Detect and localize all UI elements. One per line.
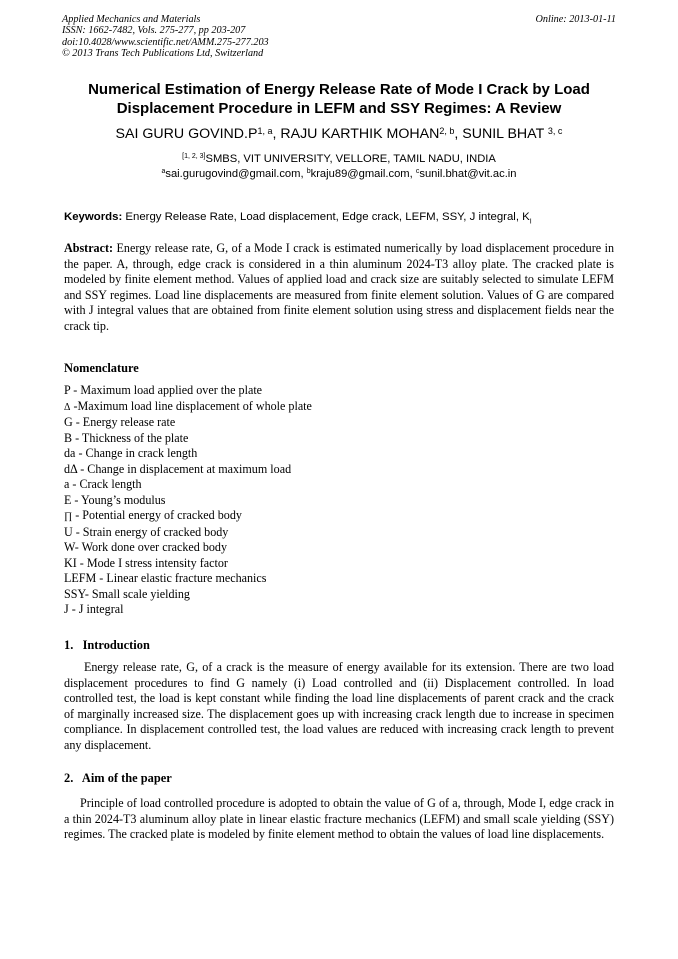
email-sup: c xyxy=(415,167,420,175)
nomenclature-item xyxy=(64,556,312,572)
nomenclature-desc: - Change in crack length xyxy=(75,446,198,460)
nomenclature-heading: Nomenclature xyxy=(64,361,139,375)
nomenclature-desc: - Mode I stress intensity factor xyxy=(76,555,228,570)
author-sep: , xyxy=(272,126,281,142)
keywords-label: Keywords: xyxy=(64,211,123,223)
abstract-label: Abstract: xyxy=(64,241,114,255)
nomenclature-item xyxy=(64,399,312,416)
nomenclature-desc: - Young’s modulus xyxy=(71,492,166,507)
nomenclature-desc: - Linear elastic fracture mechanics xyxy=(96,571,267,585)
nomenclature-item xyxy=(64,493,312,509)
nomenclature-symbol: E xyxy=(64,492,72,507)
author-name: SUNIL BHAT xyxy=(462,126,548,142)
nomenclature-symbol: dΔ xyxy=(64,461,78,476)
nomenclature-item xyxy=(64,462,312,478)
nomenclature-desc: - Energy release rate xyxy=(72,415,176,429)
nomenclature-desc: - Change in displacement at maximum load xyxy=(77,461,292,476)
nomenclature-symbol: W xyxy=(64,540,75,554)
title-line-2: Displacement Procedure in LEFM and SSY Regimes: A Review xyxy=(116,100,562,117)
email-link[interactable]: kraju89@gmail.com, xyxy=(310,167,416,180)
issn-line: ISSN: 1662-7482, Vols. 275-277, pp 203-207 xyxy=(62,25,246,37)
nomenclature-item xyxy=(64,602,312,618)
nomenclature-symbol: G xyxy=(64,415,73,429)
email-link[interactable]: sunil.bhat@vit.ac.in xyxy=(419,167,517,180)
section-heading-introduction: 1. Introduction xyxy=(64,638,150,652)
author-sup: 3, c xyxy=(547,126,563,136)
nomenclature-item xyxy=(64,587,312,603)
introduction-paragraph: Energy release rate, G, of a crack is the measure of energy available for its extension. There are two load displacement procedures to find G namely (i) Load controlled and (ii) Displacement controlled. In load controlled test, the load is kept constant while finding the load line displacements of parent crack and the crack of marginally increased size. The displacement goes up with increasing crack length due to increase in specimen compliance. In displacement controlled test, the load values are reduced with increasing crack length to prevent any displacement. xyxy=(64,660,614,752)
keywords-sub: I xyxy=(529,218,532,226)
nomenclature-item xyxy=(64,431,312,447)
copyright-line: © 2013 Trans Tech Publications Ltd, Switzerland xyxy=(62,48,264,60)
nomenclature-symbol: J xyxy=(64,602,69,616)
nomenclature-item xyxy=(64,508,312,525)
author-sup: 2, b xyxy=(439,126,455,136)
nomenclature-desc: - Small scale yielding xyxy=(84,586,190,601)
journal-info xyxy=(62,14,616,60)
nomenclature-item xyxy=(64,477,312,493)
section-heading-aim: 2. Aim of the paper xyxy=(64,771,172,785)
title-line-1: Numerical Estimation of Energy Release Rate of Mode I Crack by Load xyxy=(88,81,590,98)
author-name: SAI GURU GOVIND.P xyxy=(115,126,258,142)
nomenclature-item xyxy=(64,415,312,431)
nomenclature-symbol: U xyxy=(64,524,73,539)
keywords-text: Energy Release Rate, Load displacement, Edge crack, LEFM, SSY, J integral, K xyxy=(122,211,530,223)
nomenclature-symbol: KI xyxy=(64,555,77,570)
author-name: RAJU KARTHIK MOHAN xyxy=(280,126,440,142)
email-line xyxy=(20,167,658,182)
nomenclature-item xyxy=(64,383,312,399)
nomenclature-desc: - Maximum load applied over the plate xyxy=(70,383,263,397)
email-link[interactable]: sai.gurugovind@gmail.com, xyxy=(165,167,307,180)
nomenclature-desc: - Potential energy of cracked body xyxy=(72,508,242,522)
nomenclature-symbol: Δ xyxy=(64,401,71,413)
email-sup: b xyxy=(306,167,311,175)
author-sup: 1, a xyxy=(257,126,273,136)
affiliation-line xyxy=(20,152,658,167)
affiliation-block xyxy=(20,152,658,181)
nomenclature-desc: -Maximum load line displacement of whole plate xyxy=(70,398,312,413)
nomenclature-desc: - J integral xyxy=(68,602,124,616)
abstract-text: Energy release rate, G, of a Mode I crack is estimated numerically by load displacement procedure in the paper. A, through, edge crack is considered in a thin aluminum 2024-T3 alloy plate. The cracked plate is modeled by finite element method. Values of applied load and crack size are suitably selected to simulate LEFM and SSY regimes. Load line displacements are measured from finite element solution. Values of G are compared with J integral values that are obtained from finite element solution using stress and displacement fields near the crack tip. xyxy=(64,241,614,333)
keywords xyxy=(64,210,638,229)
nomenclature-desc: - Thickness of the plate xyxy=(72,430,189,445)
online-date: Online: 2013-01-11 xyxy=(535,14,616,25)
page-header xyxy=(62,14,616,60)
doi-line: doi:10.4028/www.scientific.net/AMM.275-277.203 xyxy=(62,36,269,48)
journal-name: Applied Mechanics and Materials xyxy=(62,14,201,25)
nomenclature-symbol: ∏ xyxy=(64,511,73,522)
nomenclature-symbol: SSY xyxy=(64,586,85,601)
email-sup: a xyxy=(161,167,166,175)
nomenclature-symbol: LEFM xyxy=(64,571,97,585)
nomenclature-item xyxy=(64,446,312,462)
nomenclature-item xyxy=(64,525,312,541)
nomenclature-desc: - Crack length xyxy=(69,477,142,491)
nomenclature-item xyxy=(64,540,312,556)
nomenclature-symbol: a xyxy=(64,477,70,491)
nomenclature-symbol: B xyxy=(64,430,73,445)
affiliation-sup: [1, 2, 3] xyxy=(182,153,206,160)
nomenclature-desc: - Strain energy of cracked body xyxy=(72,524,229,539)
abstract xyxy=(64,241,614,335)
aim-paragraph: Principle of load controlled procedure is adopted to obtain the value of G of a, through, Mode I, edge crack in a thin 2024-T3 aluminum alloy plate in linear elastic fracture mechanics (LEFM) and small scale yielding (SSY) regimes. The cracked plate is modeled by finite element method to obtain the values of load line displacements. xyxy=(64,796,614,842)
affiliation-text: SMBS, VIT UNIVERSITY, VELLORE, TAMIL NADU, INDIA xyxy=(205,153,496,165)
author-sep: , xyxy=(454,126,463,142)
nomenclature-symbol: da xyxy=(64,446,76,460)
nomenclature-list xyxy=(64,383,312,618)
paper-title xyxy=(40,80,638,118)
nomenclature-item xyxy=(64,571,312,587)
nomenclature-symbol: P xyxy=(64,383,71,397)
author-list xyxy=(20,124,658,144)
nomenclature-desc: - Work done over cracked body xyxy=(74,540,228,554)
